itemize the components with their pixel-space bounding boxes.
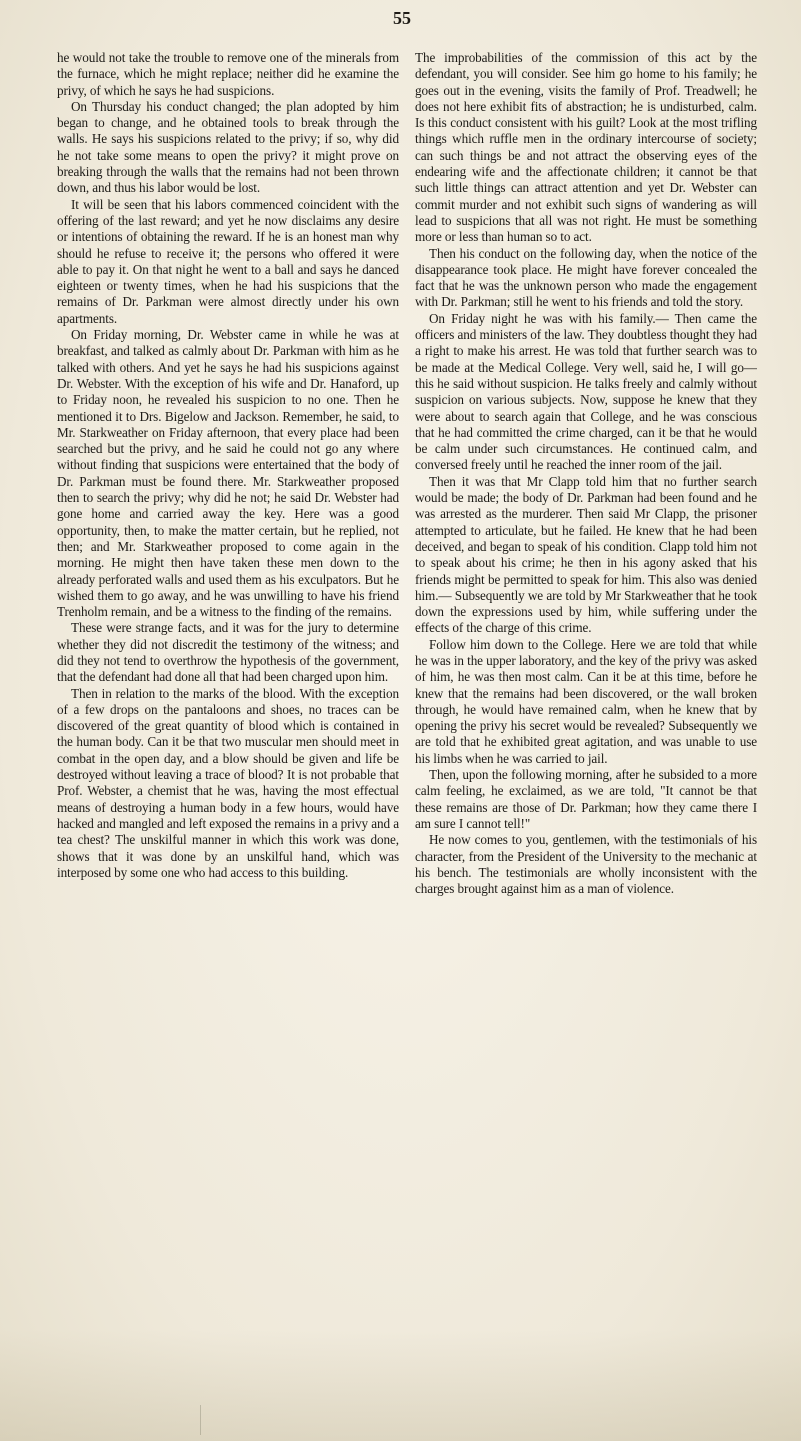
right-paragraph-3: On Friday night he was with his family.— Then came the officers and ministers of the law. They doubtless thought they had a right to make his arrest. He was told that further search was to be made at the Medical College. Very well, said he, I will go—this he said without suspicion. He talks freely and calmly without suspicion on various subjects. Now, suppose he knew that they were about to search again that College, and he was conscious that he had committed the crime charged, can it be that he would be calm under such circumstances. He continued calm, and conversed freely until he reached the inner room of the jail.: [415, 310, 757, 473]
left-column: [57, 50, 399, 1200]
left-paragraph-1: he would not take the trouble to remove one of the minerals from the furnace, which he might replace; neither did he examine the privy, of which he says he had suspicions.: [57, 50, 399, 98]
page-number: 55: [393, 8, 411, 28]
left-paragraph-5: These were strange facts, and it was for the jury to determine whether they did not discredit the testimony of the witness; and did they not tend to overthrow the hypothesis of the government, that the defendant had done all that had been charged upon him.: [57, 620, 399, 685]
right-paragraph-1: The improbabilities of the commission of this act by the defendant, you will consider. See him go home to his family; he goes out in the evening, visits the family of Prof. Treadwell; he does not here exhibit fits of abstraction; he is undisturbed, calm. Is this conduct consistent with his guilt? Look at the most trifling things which ruffle men in the ordinary intercourse of society; can such things be and not attract the observing eyes of the endearing wife and the affectionate children; it cannot be that such little things can attract attention and yet Dr. Webster can commit murder and not exhibit such signs of wandering as will lead to suspicions that all was not right. He must be something more or less than human so to act.: [415, 50, 757, 245]
left-paragraph-2: On Thursday his conduct changed; the plan adopted by him began to change, and he obtained tools to break through the walls. He says his suspicions related to the privy; if so, why did he not take some means to open the privy? it might prove on breaking through the walls that the remains had not been thrown down, and thus his labor would be lost.: [57, 98, 399, 196]
page-edge-mark: [200, 1405, 261, 1435]
right-column: [415, 50, 757, 1200]
right-paragraph-4: Then it was that Mr Clapp told him that no further search would be made; the body of Dr. Parkman had been found and he was arrested as the murderer. Then said Mr Clapp, the prisoner attempted to articulate, but he failed. He knew that he had been deceived, and began to speak of his condition. Clapp told him not to speak about his crime; he then in his agony asked that his friends might be permitted to speak for him. This also was denied him.— Subsequently we are told by Mr Starkweather that he took down the expressions used by him, while suffering under the effects of the charge of this crime.: [415, 473, 757, 636]
right-paragraph-2: Then his conduct on the following day, when the notice of the disappearance took place. He might have forever concealed the fact that he was the unknown person who made the engagement with Dr. Parkman; still he went to his friends and told the story.: [415, 245, 757, 310]
left-paragraph-4: On Friday morning, Dr. Webster came in while he was at breakfast, and talked as calmly about Dr. Parkman with him as he talked with others. And yet he says he had his suspicions against Dr. Webster. With the exception of his wife and Dr. Hanaford, up to Friday noon, he revealed his suspicion to no one. Then he mentioned it to Drs. Bigelow and Jackson. Remember, he said, to Mr. Starkweather on Friday afternoon, that every place had been searched but the privy, and he said he could not go any where without finding that suspicions were entertained that the body of Dr. Parkman must be found there. Mr. Starkweather proposed then to search the privy; why did he not; he said Dr. Webster had gone home and carried away the key. Here was a good opportunity, then, to make the matter certain, but he replied, not then; and Mr. Starkweather proposed to come again in the morning. He might then have taken these men down to the already perforated walls and used them as his exculpators. But he wished them to go away, and he was unwilling to have his friend Trenholm remain, and be a witness to the finding of the remains.: [57, 327, 399, 620]
left-paragraph-6: Then in relation to the marks of the blood. With the exception of a few drops on the pantaloons and shoes, no traces can be discovered of the great quantity of blood which is contained in the human body. Can it be that two muscular men should meet in combat in the open day, and a blow should be given and life be destroyed without leaving a trace of blood? It is not probable that Prof. Webster, a chemist that he was, having the most effectual means of destroying a human body in a few hours, would have hacked and mangled and left exposed the remains in a privy and a tea chest? The unskilful manner in which this work was done, shows that it was done by an unskilful hand, which was interposed by some one who had access to this building.: [57, 685, 399, 880]
page-bottom-shading: [0, 1330, 801, 1441]
right-paragraph-6: Then, upon the following morning, after he subsided to a more calm feeling, he exclaimed, as we are told, "It cannot be that these remains are those of Dr. Parkman; how they came there I am sure I cannot tell!": [415, 767, 757, 831]
left-paragraph-3: It will be seen that his labors commenced coincident with the offering of the last reward; and yet he now disclaims any desire or intentions of obtaining the reward. If he is an honest man why should he refuse to receive it; the persons who offered it were able to pay it. On that night he went to a ball and says he danced eighteen or twenty times, when he had his suspicions that the remains of Dr. Parkman were almost directly under his own apartments.: [57, 196, 399, 326]
right-paragraph-5: Follow him down to the College. Here we are told that while he was in the upper laboratory, and the key of the privy was asked of him, he was then most calm. Can it be at this time, before he knew that the remains had been discovered, or the wall broken through, he would have remained calm, when he knew that by opening the privy his secret would be revealed? Subsequently we are told that he exhibited great agitation, and was unable to use his limbs when he was carried to jail.: [415, 636, 757, 766]
right-paragraph-7: He now comes to you, gentlemen, with the testimonials of his character, from the President of the University to the mechanic at his bench. The testimonials are wholly inconsistent with the charges brought against him as a man of violence.: [415, 832, 757, 897]
